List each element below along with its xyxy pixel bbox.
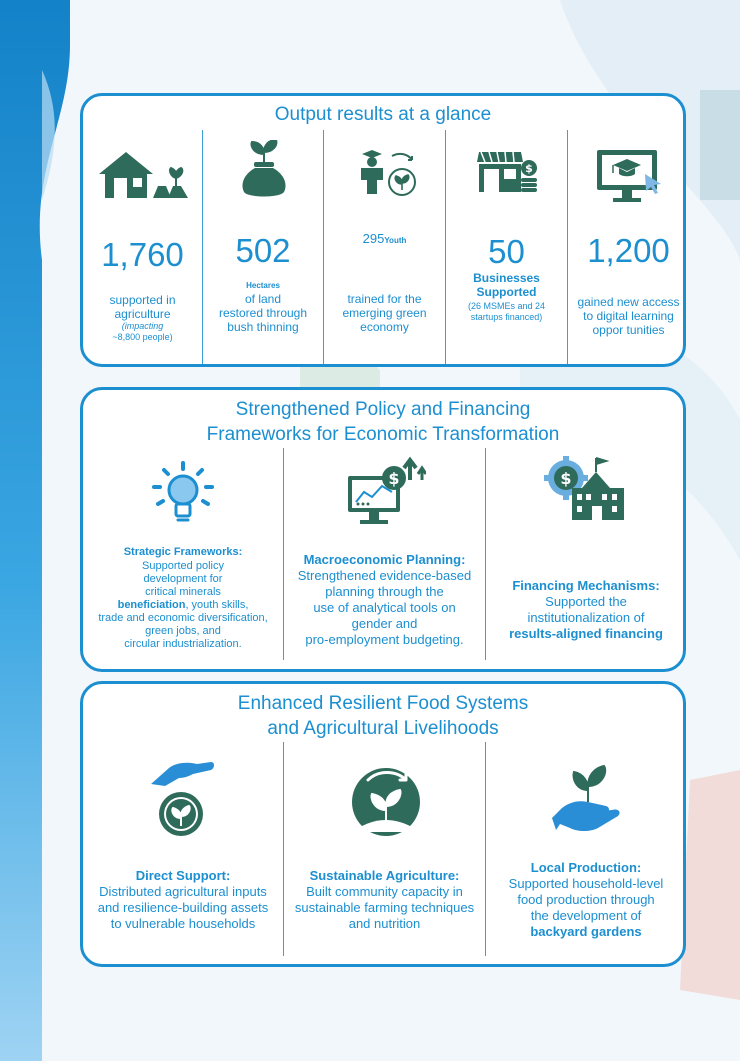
svg-text:$: $ (560, 469, 572, 488)
sustainable-line1: Built community capacity in (306, 884, 463, 899)
farmers-note2: ~8,800 people) (112, 332, 173, 342)
strategic-line3: critical minerals (145, 586, 221, 598)
money-bag-sprout-icon (240, 140, 288, 200)
strategic-heading: Strategic Frameworks: (123, 546, 243, 558)
policy-strategic-frameworks (83, 390, 283, 670)
direct-line1: Distributed agricultural inputs (99, 884, 267, 899)
food-title-line1: Enhanced Resilient Food Systems (237, 693, 529, 714)
digital-value: 1,200 (587, 232, 670, 269)
local-line4: backyard gardens (530, 924, 642, 939)
output-item-land (203, 96, 323, 366)
youth-line3: economy (360, 320, 409, 334)
youth-value: 295 (362, 231, 385, 246)
policy-title-line1: Strengthened Policy and Financing (235, 399, 531, 420)
policy-panel (80, 387, 686, 672)
lightbulb-icon (150, 460, 216, 526)
land-unit: Hectares (246, 281, 280, 290)
strategic-line4-rest: , youth skills, (185, 599, 249, 611)
macro-line2: planning through the (325, 584, 444, 599)
local-line2: food production through (517, 892, 655, 907)
youth-line1: trained for the (347, 292, 422, 306)
output-item-digital (568, 96, 689, 366)
macro-line4: gender and (351, 616, 418, 631)
food-direct-support (83, 684, 283, 964)
svg-text:$: $ (525, 162, 533, 175)
strategic-line6: green jobs, and (145, 625, 221, 637)
farmers-value: 1,760 (101, 236, 184, 273)
businesses-label2: Supported (476, 285, 537, 299)
graduate-plant-icon (358, 148, 418, 198)
food-panel (80, 681, 686, 967)
direct-line3: to vulnerable households (110, 916, 256, 931)
strategic-line5: trade and economic diversification, (98, 612, 268, 624)
businesses-note: (26 MSMEs and 24 (467, 301, 546, 311)
output-item-farmers (83, 96, 202, 366)
youth-line2: emerging green (342, 306, 427, 320)
macro-line3: use of analytical tools on (313, 600, 456, 615)
strategic-line4 (83, 599, 283, 612)
local-line3: the development of (530, 908, 642, 923)
monitor-graduation-icon (595, 148, 665, 204)
hand-seedling-icon (149, 756, 219, 844)
financing-line1: Supported the (545, 594, 627, 609)
sustainable-heading: Sustainable Agriculture: (309, 868, 460, 883)
businesses-value: 50 (488, 233, 525, 270)
farmers-line2: agriculture (114, 307, 171, 321)
food-sustainable-agriculture (284, 684, 485, 964)
sustainable-line2: sustainable farming techniques (294, 900, 475, 915)
analytics-monitor-icon (346, 454, 426, 528)
land-line1: of land (244, 292, 282, 306)
food-title-line2: and Agricultural Livelihoods (267, 718, 499, 739)
house-plant-icon (96, 148, 190, 202)
direct-line2: and resilience-building assets (97, 900, 269, 915)
local-heading: Local Production: (530, 860, 642, 875)
financing-line3: results-aligned financing (509, 626, 663, 641)
financing-heading: Financing Mechanisms: (512, 578, 660, 593)
strategic-line7: circular industrialization. (124, 638, 242, 650)
businesses-label1: Businesses (473, 271, 540, 285)
land-value: 502 (235, 232, 291, 269)
outputs-title: Output results at a glance (274, 104, 492, 125)
digital-line2: to digital learning (583, 309, 674, 323)
sustainable-line3: and nutrition (348, 916, 421, 931)
food-local-production (486, 684, 686, 964)
strategic-line1: Supported policy (142, 560, 224, 572)
finance-institution-icon (542, 454, 630, 522)
macro-line5: pro-employment budgeting. (305, 632, 464, 647)
strategic-line4-bold: beneficiation (117, 599, 186, 611)
cycle-sprout-icon (348, 756, 424, 840)
land-line2: restored through (218, 306, 308, 320)
hand-plant-icon (548, 760, 624, 840)
farmers-note: (impacting (121, 321, 164, 331)
svg-text:$: $ (388, 469, 400, 488)
direct-heading: Direct Support: (135, 868, 231, 883)
policy-financing-mechanisms (486, 390, 686, 670)
digital-line3: oppor tunities (592, 323, 665, 337)
macro-line1: Strengthened evidence-based (297, 568, 472, 583)
youth-unit: Youth (384, 236, 407, 245)
farmers-line1: supported in (109, 293, 176, 307)
land-line3: bush thinning (227, 320, 299, 334)
output-item-youth (324, 96, 445, 366)
outputs-panel (80, 93, 686, 367)
digital-line1: gained new access (577, 295, 680, 309)
shop-coins-icon (477, 148, 539, 196)
policy-macroeconomic-planning (284, 390, 485, 670)
strategic-line2: development for (143, 573, 223, 585)
macro-heading: Macroeconomic Planning: (303, 552, 466, 567)
businesses-note2: startups financed) (470, 312, 543, 322)
policy-title-line2: Frameworks for Economic Transformation (206, 424, 560, 445)
local-line1: Supported household-level (508, 876, 664, 891)
financing-line2: institutionalization of (527, 610, 645, 625)
output-item-businesses (446, 96, 567, 366)
youth-value-line (324, 231, 445, 249)
